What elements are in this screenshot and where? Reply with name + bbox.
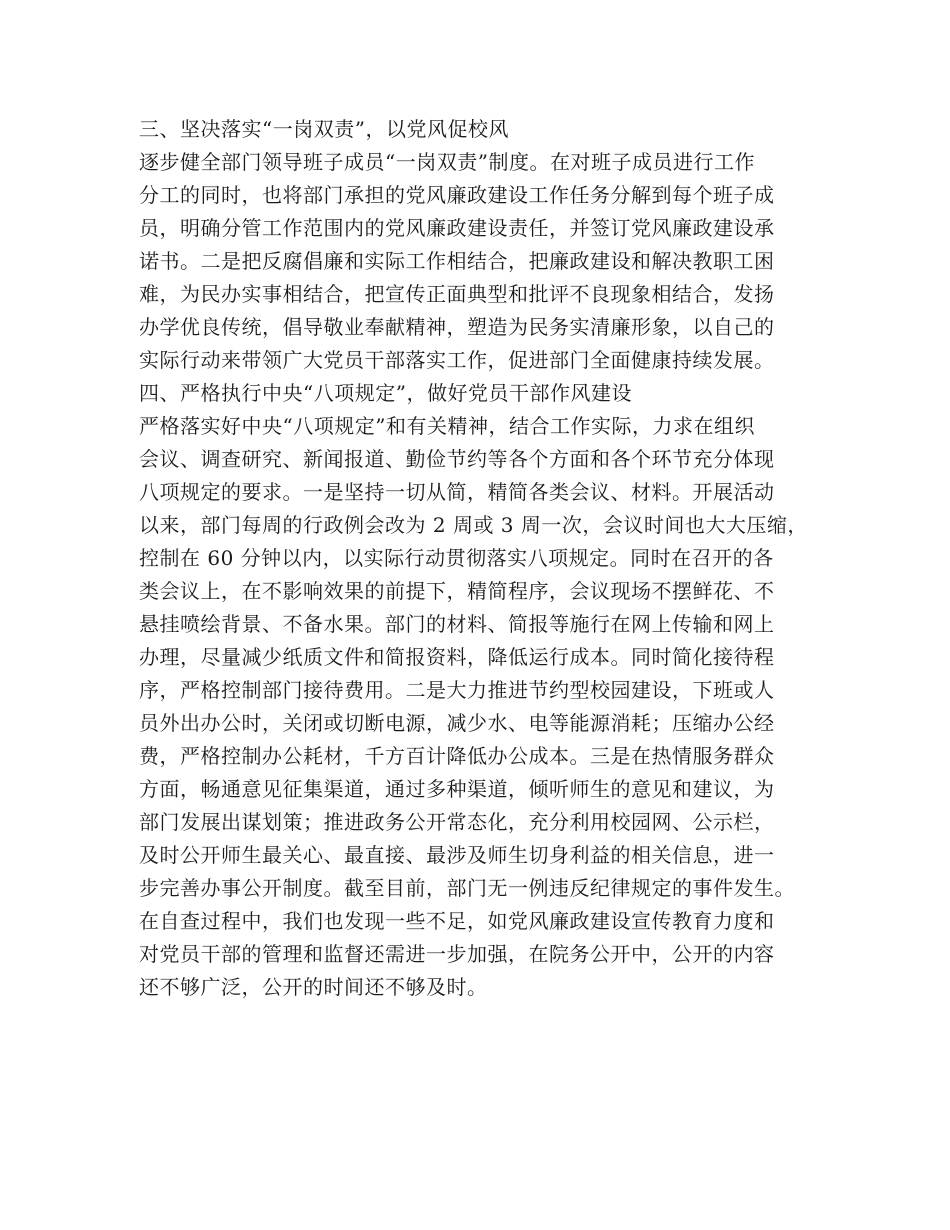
paragraph-line: 及时公开师生最关心、最直接、最涉及师生切身利益的相关信息，进一 [139,843,775,867]
paragraph-line: 类会议上，在不影响效果的前提下，精简程序，会议现场不摆鲜花、不 [139,579,775,603]
paragraph-line: 在自查过程中，我们也发现一些不足，如党风廉政建设宣传教育力度和 [139,909,775,933]
paragraph-line: 难，为民办实事相结合，把宣传正面典型和批评不良现象相结合，发扬 [139,282,775,306]
paragraph-line: 方面，畅通意见征集渠道，通过多种渠道，倾听师生的意见和建议，为 [139,777,775,801]
paragraph-line: 序，严格控制部门接待费用。二是大力推进节约型校园建设，下班或人 [139,678,775,702]
paragraph-line: 会议、调查研究、新闻报道、勤俭节约等各个方面和各个环节充分体现 [139,447,775,471]
paragraph-line: 实际行动来带领广大党员干部落实工作，促进部门全面健康持续发展。 [139,348,775,372]
section-heading-3: 三、坚决落实“一岗双责”，以党风促校风 [139,117,509,141]
paragraph-line: 费，严格控制办公耗材，千方百计降低办公成本。三是在热情服务群众 [139,744,775,768]
paragraph-line: 严格落实好中央“八项规定”和有关精神，结合工作实际，力求在组织 [139,414,755,438]
paragraph-line: 员外出办公时，关闭或切断电源，减少水、电等能源消耗；压缩办公经 [139,711,775,735]
paragraph-line: 八项规定的要求。一是坚持一切从简，精简各类会议、材料。开展活动 [139,480,775,504]
paragraph-line: 办学优良传统，倡导敬业奉献精神，塑造为民务实清廉形象，以自己的 [139,315,775,339]
paragraph-line: 诺书。二是把反腐倡廉和实际工作相结合，把廉政建设和解决教职工困 [139,249,775,273]
paragraph-line: 还不够广泛，公开的时间还不够及时。 [139,975,488,999]
paragraph-line: 对党员干部的管理和监督还需进一步加强，在院务公开中，公开的内容 [139,942,775,966]
paragraph-line: 悬挂喷绘背景、不备水果。部门的材料、简报等施行在网上传输和网上 [139,612,775,636]
paragraph-line: 逐步健全部门领导班子成员“一岗双责”制度。在对班子成员进行工作 [139,150,755,174]
paragraph-line: 分工的同时，也将部门承担的党风廉政建设工作任务分解到每个班子成 [139,183,775,207]
paragraph-line: 办理，尽量减少纸质文件和简报资料，降低运行成本。同时简化接待程 [139,645,775,669]
section-heading-4: 四、严格执行中央“八项规定”，做好党员干部作风建设 [139,381,632,405]
paragraph-line: 部门发展出谋划策；推进政务公开常态化，充分利用校园网、公示栏， [139,810,775,834]
document-page [139,113,829,1004]
paragraph-line: 控制在 60 分钟以内，以实际行动贯彻落实八项规定。同时在召开的各 [139,546,774,570]
paragraph-line: 以来，部门每周的行政例会改为 2 周或 3 周一次，会议时间也大大压缩， [139,513,808,537]
paragraph-line: 步完善办事公开制度。截至目前，部门无一例违反纪律规定的事件发生。 [139,876,795,900]
paragraph-line: 员，明确分管工作范围内的党风廉政建设责任，并签订党风廉政建设承 [139,216,775,240]
